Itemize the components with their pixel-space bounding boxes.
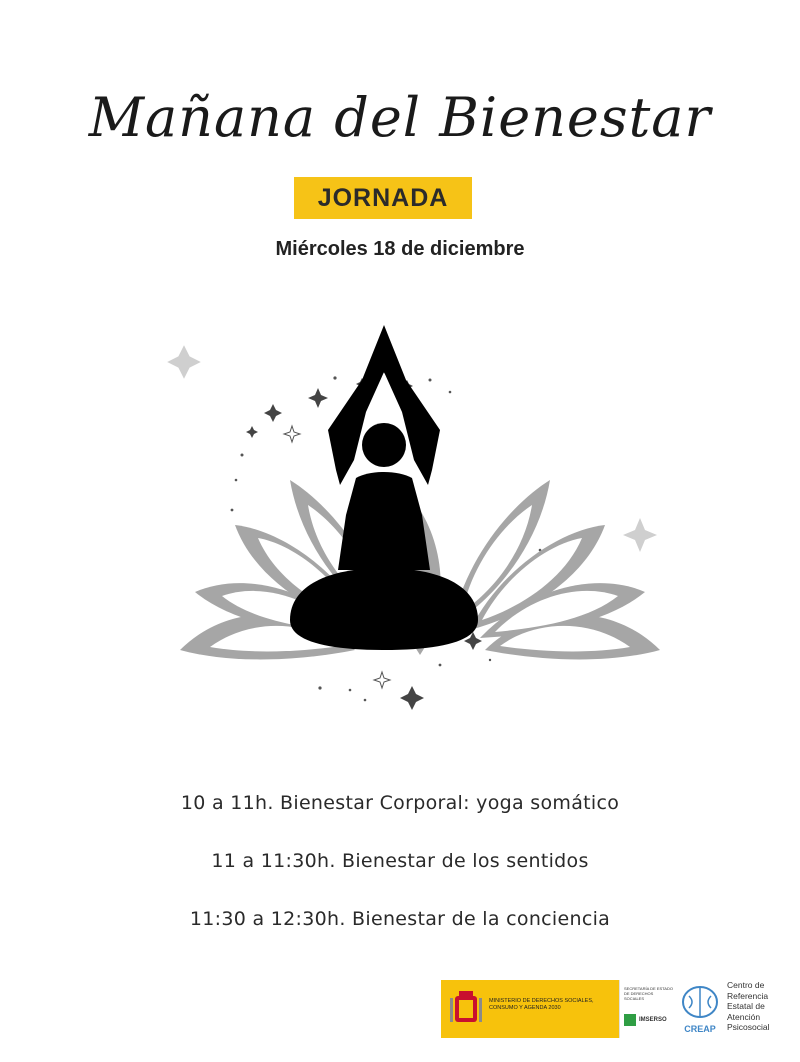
ministry-name: MINISTERIO DE DERECHOS SOCIALES, CONSUMO Y AGENDA 2030 [489, 998, 594, 1011]
imserso-name: IMSERSO [639, 1017, 667, 1023]
event-type-badge: JORNADA [294, 177, 472, 219]
creap-line: Referencia [727, 990, 769, 1001]
page-title: Mañana del Bienestar [88, 86, 712, 149]
secretariat-logo [619, 980, 676, 1038]
secretariat-name: SECRETARÍA DE ESTADO DE DERECHOS SOCIALES [624, 986, 673, 1001]
schedule-item-2: 11 a 11:30h. Bienestar de los sentidos [211, 850, 589, 872]
creap-acronym: CREAP [684, 1024, 716, 1034]
creap-line: Psicosocial [727, 1022, 770, 1032]
spain-coat-of-arms-icon [449, 990, 483, 1028]
creap-full-name [727, 980, 791, 1033]
creap-line: Centro de [727, 980, 765, 990]
yoga-lotus-meditation-icon [140, 320, 700, 720]
creap-line: Atención [727, 1011, 761, 1022]
creap-line: Estatal de [727, 1001, 765, 1011]
footer-logos [441, 980, 791, 1040]
ministry-logo [441, 980, 619, 1038]
imserso-logo [624, 1014, 667, 1026]
event-date: Miércoles 18 de diciembre [275, 238, 525, 260]
schedule-list [0, 786, 800, 960]
schedule-item-3: 11:30 a 12:30h. Bienestar de la conciencia [189, 908, 611, 930]
schedule-item-1: 10 a 11h. Bienestar Corporal: yoga somático [180, 792, 620, 814]
imserso-mark-icon [624, 1014, 636, 1026]
